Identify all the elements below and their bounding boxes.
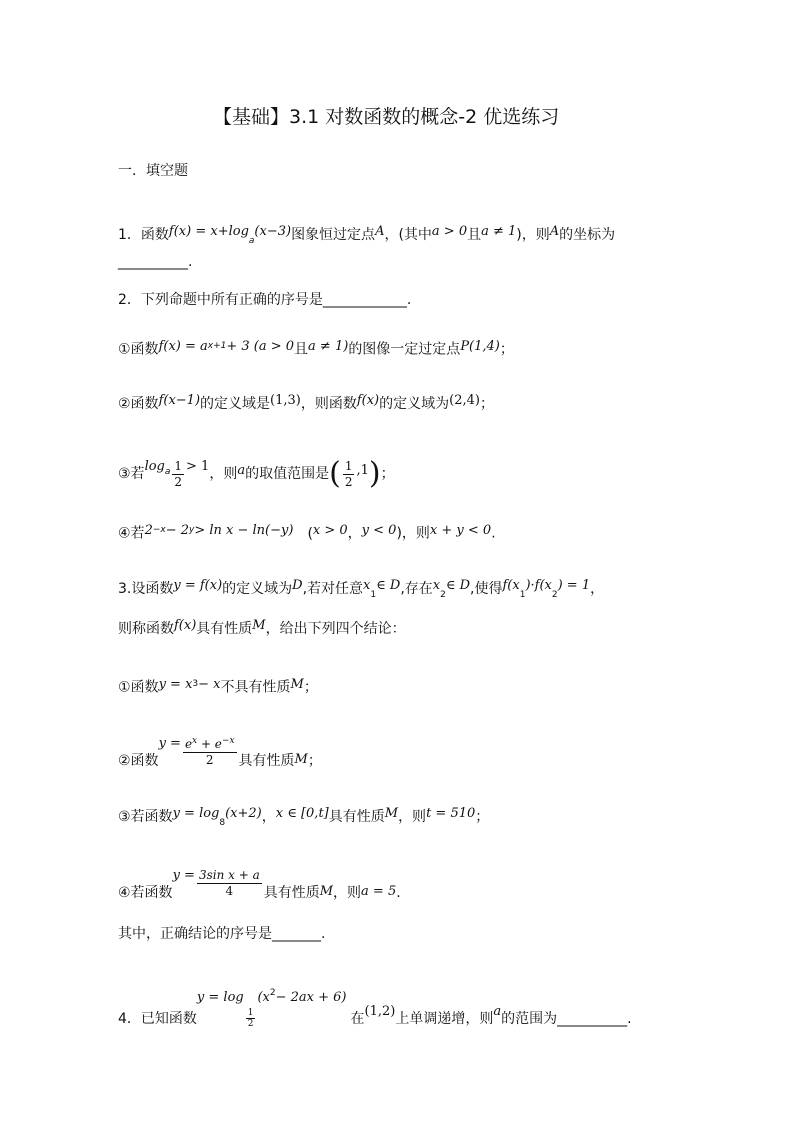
fraction-exp-sum: $\frac{e^x + e^{-x}}{2}$ bbox=[184, 736, 235, 767]
question-2-option-3: ③若$\log_a$ $\frac{1}{2}$ > 1，则a的取值范围是( $\frac{1}{2}$ ,1)； bbox=[118, 456, 395, 491]
question-1-line-1: 1．函数$f(x) = x+\log_a(x-3)$图象恒过定点A，(其中a > 0且a ≠ 1)，则A的坐标为 bbox=[118, 224, 616, 246]
question-3-option-3: ③若函数$y = \log_8(x+2)$，x ∈ [0,t]具有性质M，则t = 510； bbox=[118, 806, 490, 828]
question-2-option-2: ②函数f(x−1)的定义域是(1,3)，则函数f(x)的定义域为(2,4)； bbox=[118, 393, 494, 412]
question-3-conclusion: 其中，正确结论的序号是_______. bbox=[118, 926, 326, 942]
answer-blank: __________ bbox=[557, 1011, 628, 1027]
answer-blank: ____________ bbox=[322, 292, 407, 308]
question-2-option-1: ①函数$f(x) = a^{x+1}+ 3$ (a > 0且a ≠ 1)的图像一定过定点P(1,4)； bbox=[118, 338, 514, 358]
question-2-stem: 2．下列命题中所有正确的序号是____________. bbox=[118, 292, 412, 308]
question-3-line-2: 则称函数f(x)具有性质M，给出下列四个结论： bbox=[118, 618, 406, 637]
answer-blank: __________ bbox=[118, 254, 188, 270]
question-3-option-1: ①函数$y = x^3- x$不具有性质M； bbox=[118, 676, 318, 696]
answer-blank: _______ bbox=[272, 926, 321, 942]
question-4: 4．已知函数y = log $\frac{1}{2}$ $(x^2- 2ax + 6)$在(1,2)上单调递增，则a的范围为__________. bbox=[118, 988, 632, 1029]
question-3-option-4: ④若函数y = $\frac{\text{3sin x + a}}{4}$ 具有性质M，则a = 5. bbox=[118, 867, 401, 901]
page-title: 【基础】3.1 对数函数的概念-2 优选练习 bbox=[213, 106, 560, 128]
fraction-half-base: $\frac{1}{2}$ bbox=[247, 1008, 254, 1029]
question-1-line-2: __________. bbox=[118, 254, 193, 270]
fraction-sin: $\frac{\text{3sin x + a}}{4}$ bbox=[198, 867, 260, 898]
question-3-line-1: 3.设函数y = f(x)的定义域为D,若对任意$x_1\in$ D,存在$x_2\in$ D,使得$f(x_1)\cdot f(x_2) = 1$， bbox=[118, 578, 605, 600]
fraction-one-half: $\frac{1}{2}$ bbox=[344, 458, 353, 489]
fraction-one-half: $\frac{1}{2}$ bbox=[174, 458, 183, 489]
section-heading: 一．填空题 bbox=[118, 163, 188, 179]
question-2-option-4: ④若$2^{-x}- 2^y> \ln x - \ln(-y) (x > 0$，y < 0)，则x + y < 0. bbox=[118, 522, 496, 542]
question-3-option-2: ②函数y = $\frac{e^x + e^{-x}}{2}$ 具有性质M； bbox=[118, 736, 322, 769]
